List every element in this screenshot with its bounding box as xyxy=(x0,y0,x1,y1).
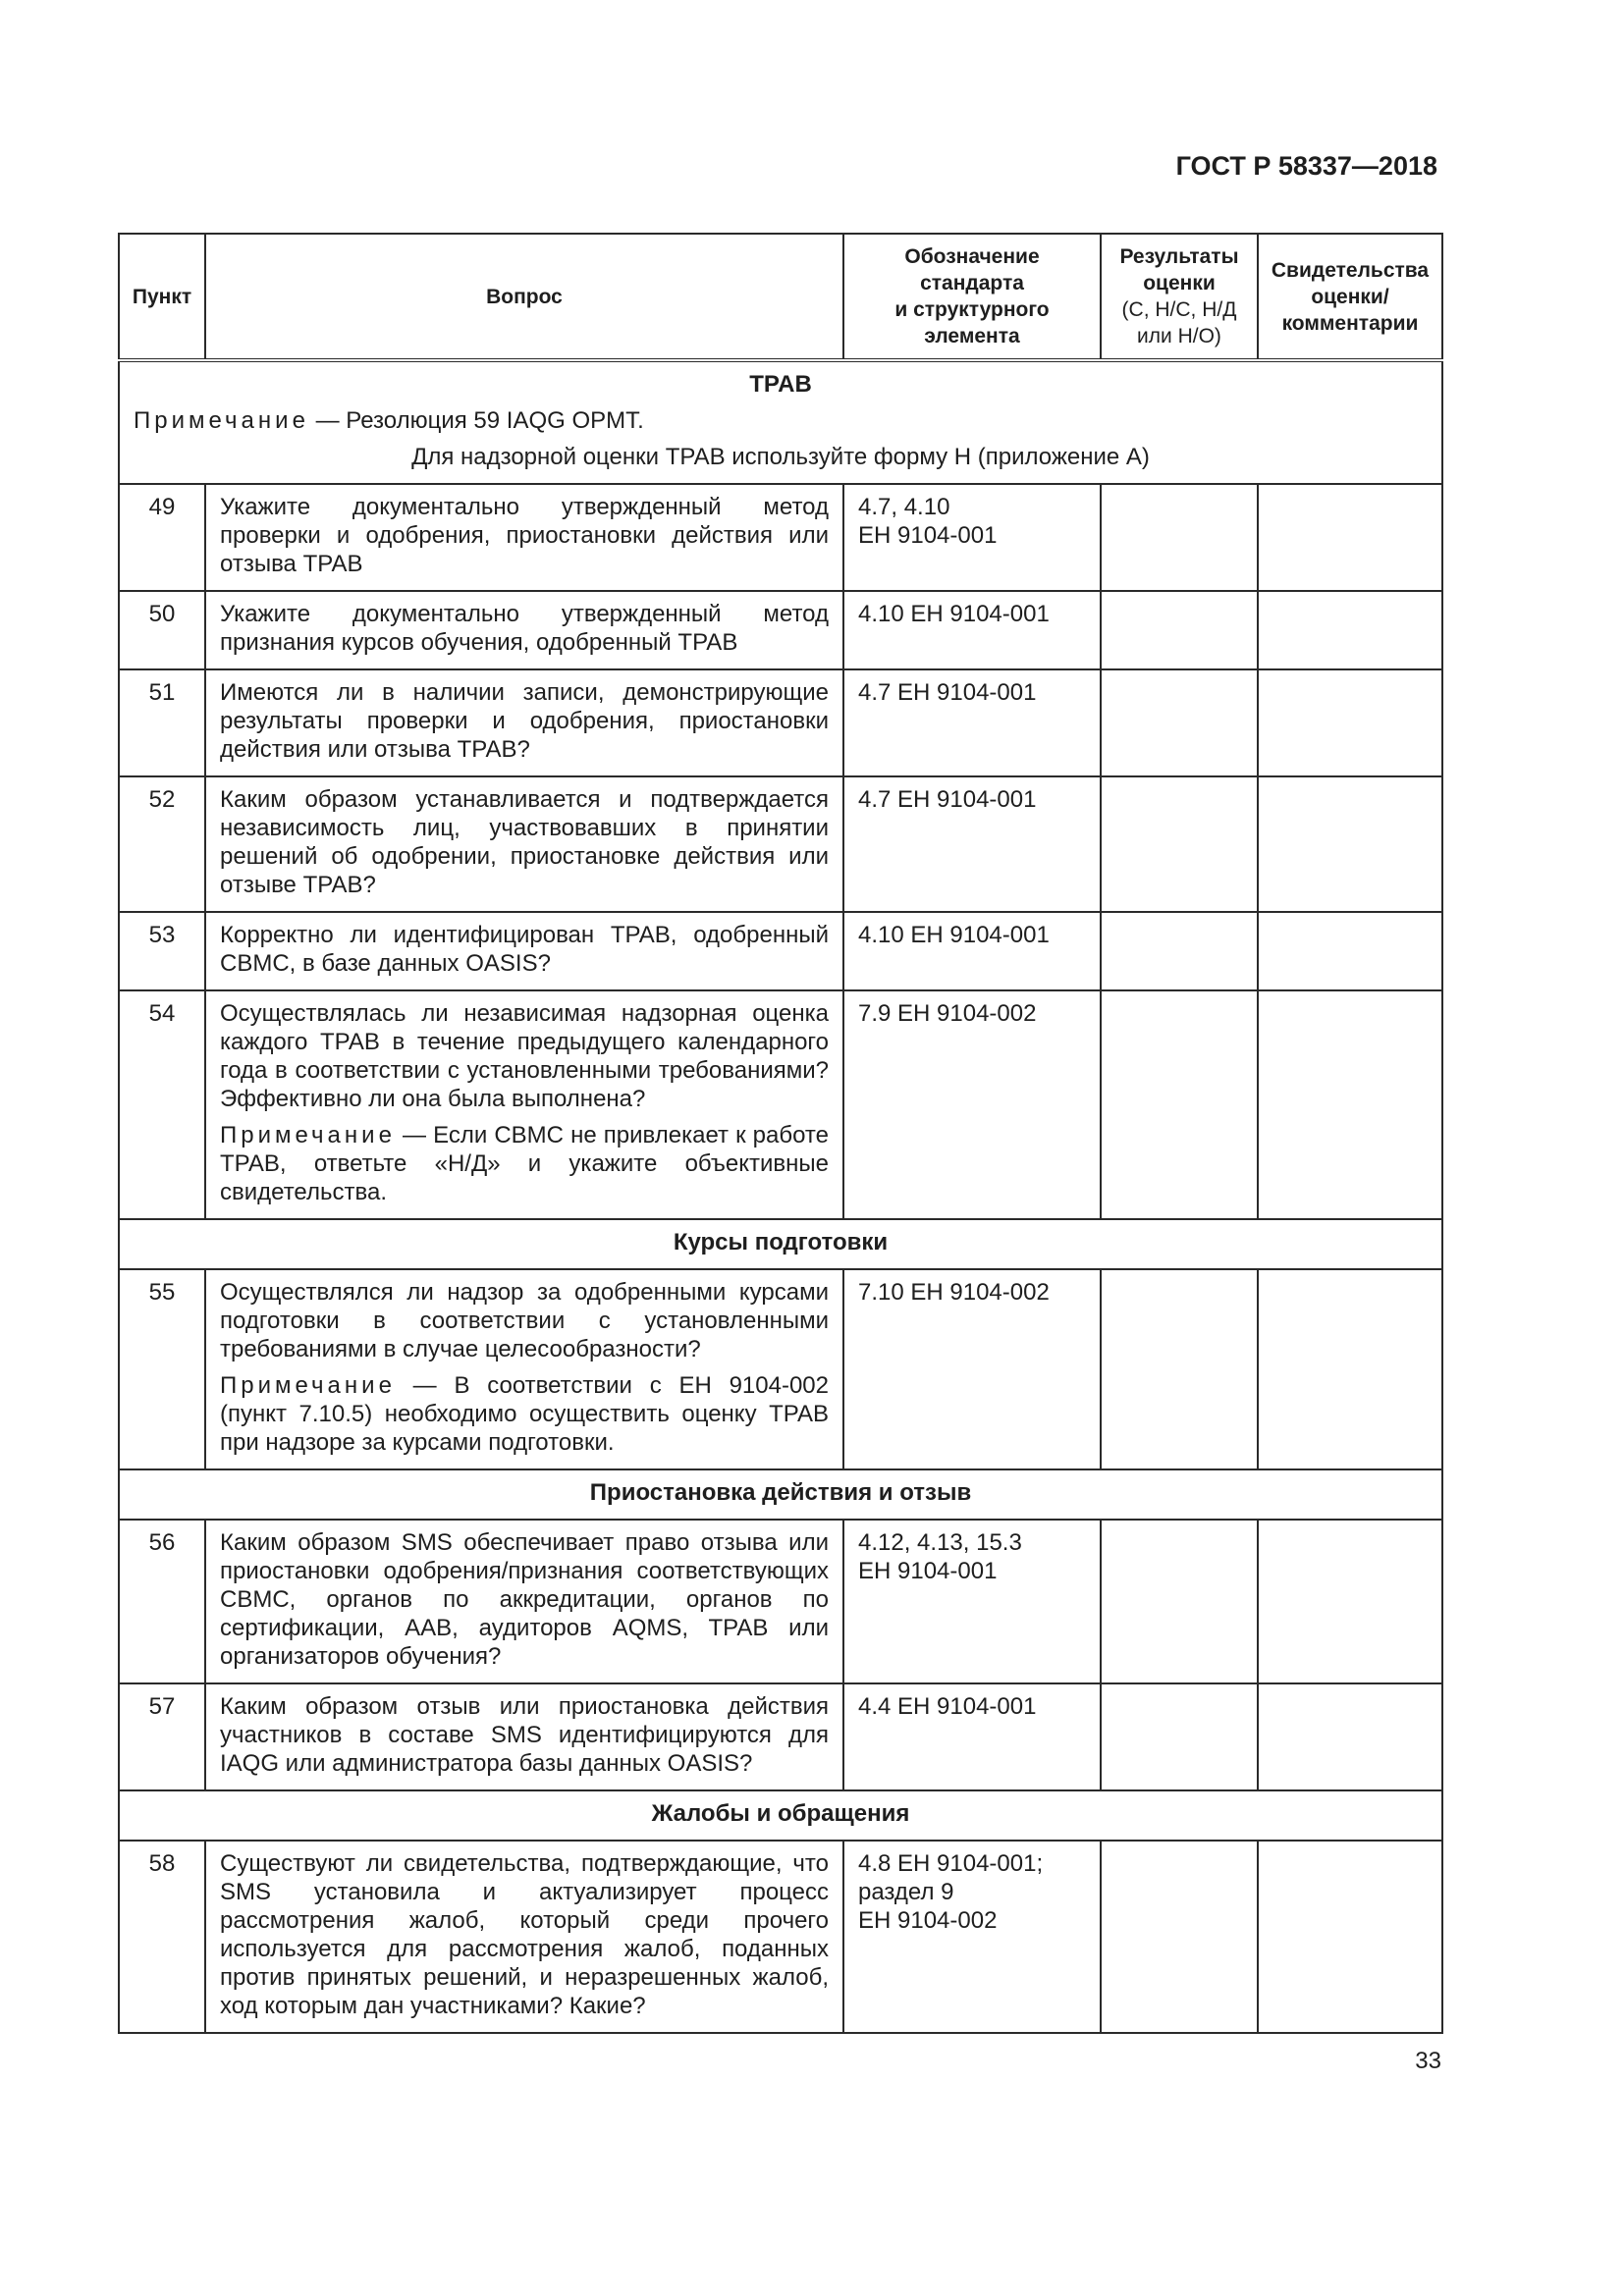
section-note-trap: Примечание — Резолюция 59 IAQG OPMT. xyxy=(134,407,644,434)
table-row xyxy=(119,912,1442,990)
section-row-trap xyxy=(119,360,1442,484)
item-number: 54 xyxy=(119,990,205,1219)
question-text: Укажите документально утвержденный метод признания курсов обучения, одобренный TPAB xyxy=(205,591,843,669)
standard-ref: 4.4 EH 9104-001 xyxy=(843,1683,1101,1790)
question-text: Осуществлялась ли независимая надзорная оценка каждого TPAB в течение предыдущего календарного года в соответствии с установленными требованиями? Эффективно ли она была выполнена? xyxy=(220,1000,829,1112)
question-text: Имеются ли в наличии записи, демонстрирующие результаты проверки и одобрения, приостановки действия или отзыва TPAB? xyxy=(205,669,843,776)
result-cell xyxy=(1101,1520,1258,1683)
standard-ref: 4.10 EH 9104-001 xyxy=(843,591,1101,669)
question-text: Каким образом SMS обеспечивает право отзыва или приостановки одобрения/признания соответствующих CBMC, органов по аккредитации, органов по сертификации, AAB, аудиторов AQMS, TPAB или организаторов обучения? xyxy=(205,1520,843,1683)
item-number: 56 xyxy=(119,1520,205,1683)
col-header-standard: Обозначение стандарта и структурного элемента xyxy=(843,234,1101,360)
section-title-complaints: Жалобы и обращения xyxy=(119,1790,1442,1841)
table-row xyxy=(119,776,1442,912)
evidence-cell xyxy=(1258,1683,1442,1790)
standard-ref: 4.7 EH 9104-001 xyxy=(843,669,1101,776)
standard-ref: 4.7 EH 9104-001 xyxy=(843,776,1101,912)
evidence-cell xyxy=(1258,1841,1442,2033)
section-title-suspension: Приостановка действия и отзыв xyxy=(119,1469,1442,1520)
table-row xyxy=(119,669,1442,776)
page-number: 33 xyxy=(1415,2048,1441,2074)
item-number: 57 xyxy=(119,1683,205,1790)
table-header-row xyxy=(119,234,1442,360)
question-cell xyxy=(205,990,843,1219)
item-number: 53 xyxy=(119,912,205,990)
table-row xyxy=(119,484,1442,591)
standard-ref: 4.8 EH 9104-001; раздел 9 EH 9104-002 xyxy=(843,1841,1101,2033)
question-cell xyxy=(205,1269,843,1469)
question-text: Укажите документально утвержденный метод проверки и одобрения, приостановки действия или отзыва TPAB xyxy=(205,484,843,591)
section-row-suspension xyxy=(119,1469,1442,1520)
evidence-cell xyxy=(1258,1520,1442,1683)
section-note-trap-form: Для надзорной оценки TPAB используйте форму Н (приложение А) xyxy=(411,444,1150,470)
standard-ref: 4.10 EH 9104-001 xyxy=(843,912,1101,990)
result-cell xyxy=(1101,776,1258,912)
item-number: 49 xyxy=(119,484,205,591)
table-row xyxy=(119,1841,1442,2033)
section-row-courses xyxy=(119,1219,1442,1269)
evidence-cell xyxy=(1258,912,1442,990)
standard-ref: 7.10 EH 9104-002 xyxy=(843,1269,1101,1469)
standard-ref: 4.7, 4.10 EH 9104-001 xyxy=(843,484,1101,591)
question-text: Каким образом отзыв или приостановка действия участников в составе SMS идентифицируются для IAQG или администратора базы данных OASIS? xyxy=(205,1683,843,1790)
item-number: 52 xyxy=(119,776,205,912)
question-text: Корректно ли идентифицирован TPAB, одобренный CBMC, в базе данных OASIS? xyxy=(205,912,843,990)
evidence-cell xyxy=(1258,484,1442,591)
result-cell xyxy=(1101,1269,1258,1469)
col-header-item: Пункт xyxy=(119,234,205,360)
evidence-cell xyxy=(1258,591,1442,669)
item-number: 58 xyxy=(119,1841,205,2033)
question-note: Примечание — В соответствии с EH 9104-002 (пункт 7.10.5) необходимо осуществить оценку TPAB при надзоре за курсами подготовки. xyxy=(220,1372,829,1456)
result-cell xyxy=(1101,990,1258,1219)
document-code: ГОСТ Р 58337—2018 xyxy=(1175,151,1437,181)
table-row xyxy=(119,990,1442,1219)
item-number: 55 xyxy=(119,1269,205,1469)
result-cell xyxy=(1101,912,1258,990)
result-cell xyxy=(1101,669,1258,776)
item-number: 50 xyxy=(119,591,205,669)
table-row xyxy=(119,1683,1442,1790)
evidence-cell xyxy=(1258,1269,1442,1469)
table-row xyxy=(119,1520,1442,1683)
item-number: 51 xyxy=(119,669,205,776)
col-header-evidence: Свидетельства оценки/ комментарии xyxy=(1258,234,1442,360)
question-text: Существуют ли свидетельства, подтверждающие, что SMS установила и актуализирует процесс рассмотрения жалоб, который среди прочего используется для рассмотрения жалоб, поданных против принятых решений, и неразрешенных жалоб, ход которым дан участниками? Какие? xyxy=(205,1841,843,2033)
col-header-results: Результаты оценки (С, Н/С, Н/Д или Н/О) xyxy=(1101,234,1258,360)
evidence-cell xyxy=(1258,669,1442,776)
section-row-complaints xyxy=(119,1790,1442,1841)
evidence-cell xyxy=(1258,776,1442,912)
table-row xyxy=(119,1269,1442,1469)
col-header-question: Вопрос xyxy=(205,234,843,360)
table-row xyxy=(119,591,1442,669)
question-note: Примечание — Если CBMC не привлекает к работе TPAB, ответьте «Н/Д» и укажите объективные свидетельства. xyxy=(220,1122,829,1205)
question-text: Осуществлялся ли надзор за одобренными курсами подготовки в соответствии с установленными требованиями в случае целесообразности? xyxy=(220,1279,829,1362)
result-cell xyxy=(1101,484,1258,591)
question-text: Каким образом устанавливается и подтверждается независимость лиц, участвовавших в принятии решений об одобрении, приостановке действия или отзыве TPAB? xyxy=(205,776,843,912)
checklist-table xyxy=(118,233,1443,2034)
section-title-courses: Курсы подготовки xyxy=(119,1219,1442,1269)
section-title-trap: TPAB xyxy=(749,371,812,398)
standard-ref: 7.9 EH 9104-002 xyxy=(843,990,1101,1219)
standard-ref: 4.12, 4.13, 15.3 EH 9104-001 xyxy=(843,1520,1101,1683)
evidence-cell xyxy=(1258,990,1442,1219)
result-cell xyxy=(1101,1841,1258,2033)
result-cell xyxy=(1101,1683,1258,1790)
result-cell xyxy=(1101,591,1258,669)
